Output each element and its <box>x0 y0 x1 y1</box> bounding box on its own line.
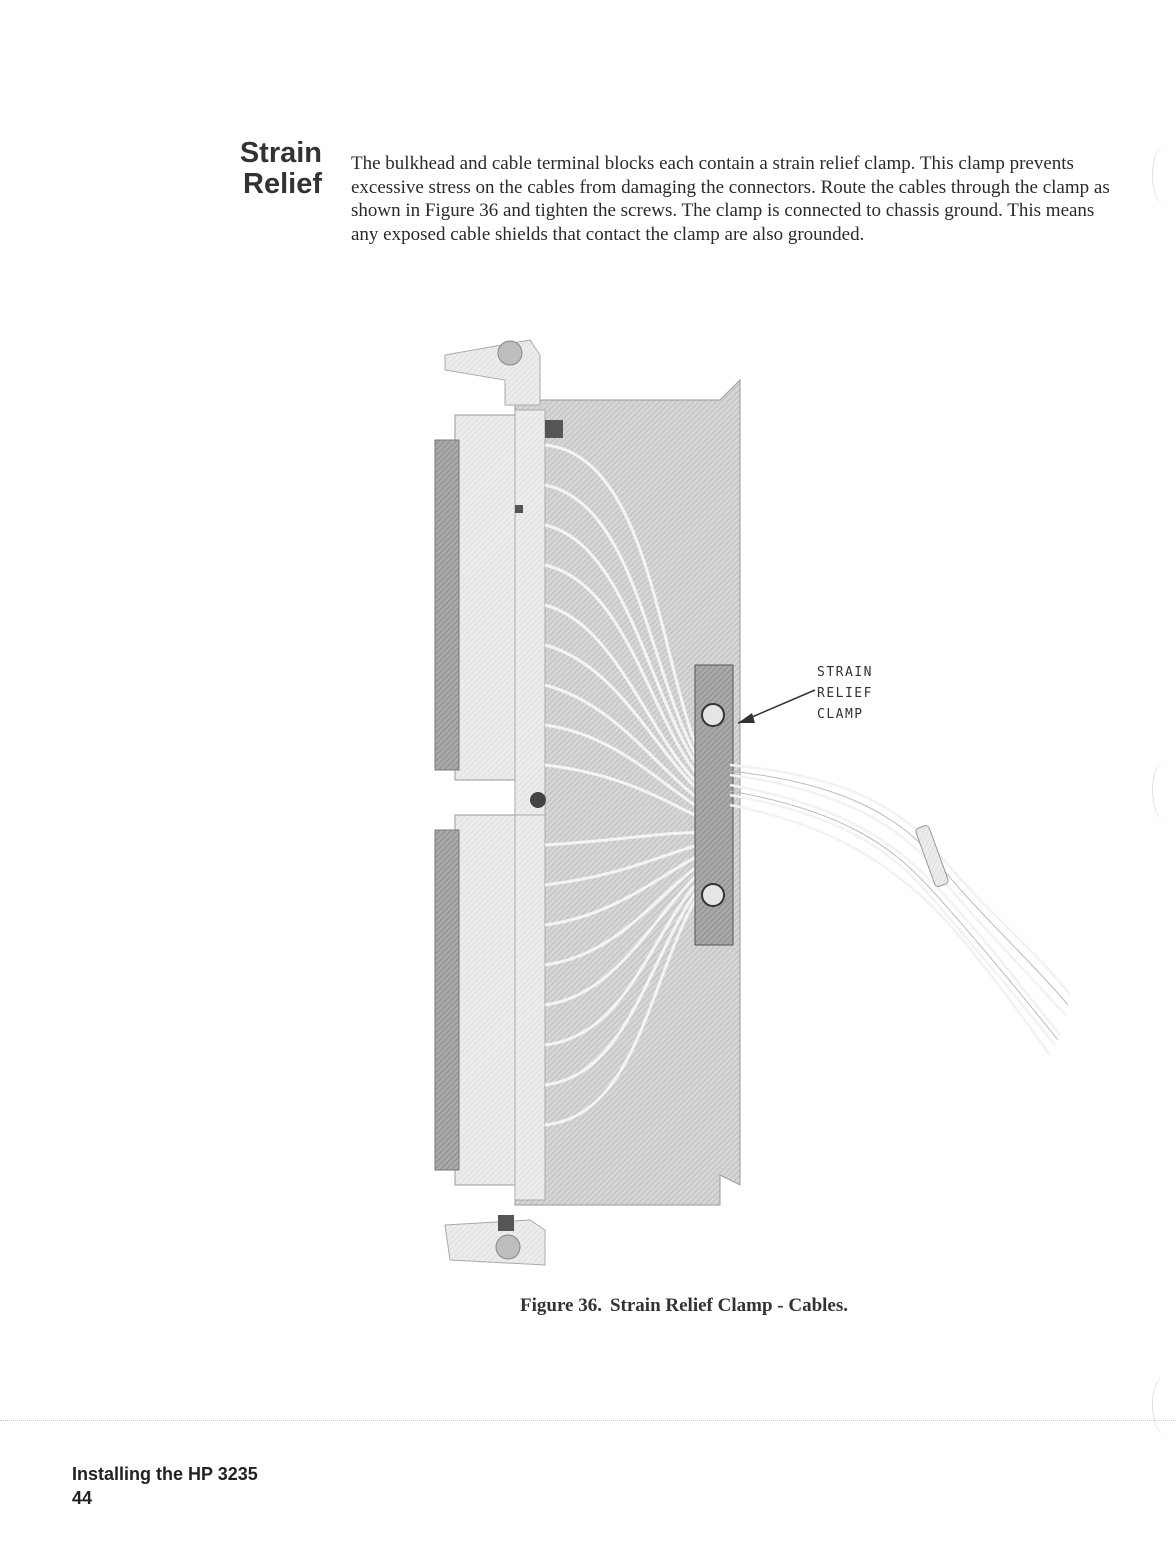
page-footer <box>72 1462 258 1510</box>
binder-hole-mark-top <box>1152 145 1176 205</box>
section-heading <box>222 138 322 200</box>
footer-divider <box>0 1420 1176 1421</box>
binder-hole-mark-bottom <box>1152 1375 1176 1435</box>
callout-strain-relief-clamp <box>817 662 873 725</box>
section-body-text: The bulkhead and cable terminal blocks each contain a strain relief clamp. This clamp prevents excessive stress on the cables from damaging the connectors. Route the cables through the clamp as shown in Figure 36 and tighten the screws. The clamp is connected to chassis ground. This means any exposed cable shields that contact the clamp are also grounded. <box>351 153 1110 245</box>
figure-illustration <box>420 335 1100 1275</box>
callout-line3: CLAMP <box>817 707 864 722</box>
footer-page-number: 44 <box>72 1488 93 1508</box>
figure-caption-title: Strain Relief Clamp - Cables. <box>609 1295 848 1316</box>
figure-strain-relief-clamp-photo <box>420 335 1100 1275</box>
callout-line2: RELIEF <box>817 686 873 701</box>
binder-hole-mark-middle <box>1152 760 1176 820</box>
section-heading-line1: Strain <box>239 137 322 169</box>
figure-caption <box>520 1295 848 1317</box>
figure-caption-number: Figure 36. <box>520 1295 602 1316</box>
section-heading-line2: Relief <box>243 168 322 200</box>
callout-line1: STRAIN <box>817 665 873 680</box>
footer-title: Installing the HP 3235 <box>72 1464 258 1484</box>
